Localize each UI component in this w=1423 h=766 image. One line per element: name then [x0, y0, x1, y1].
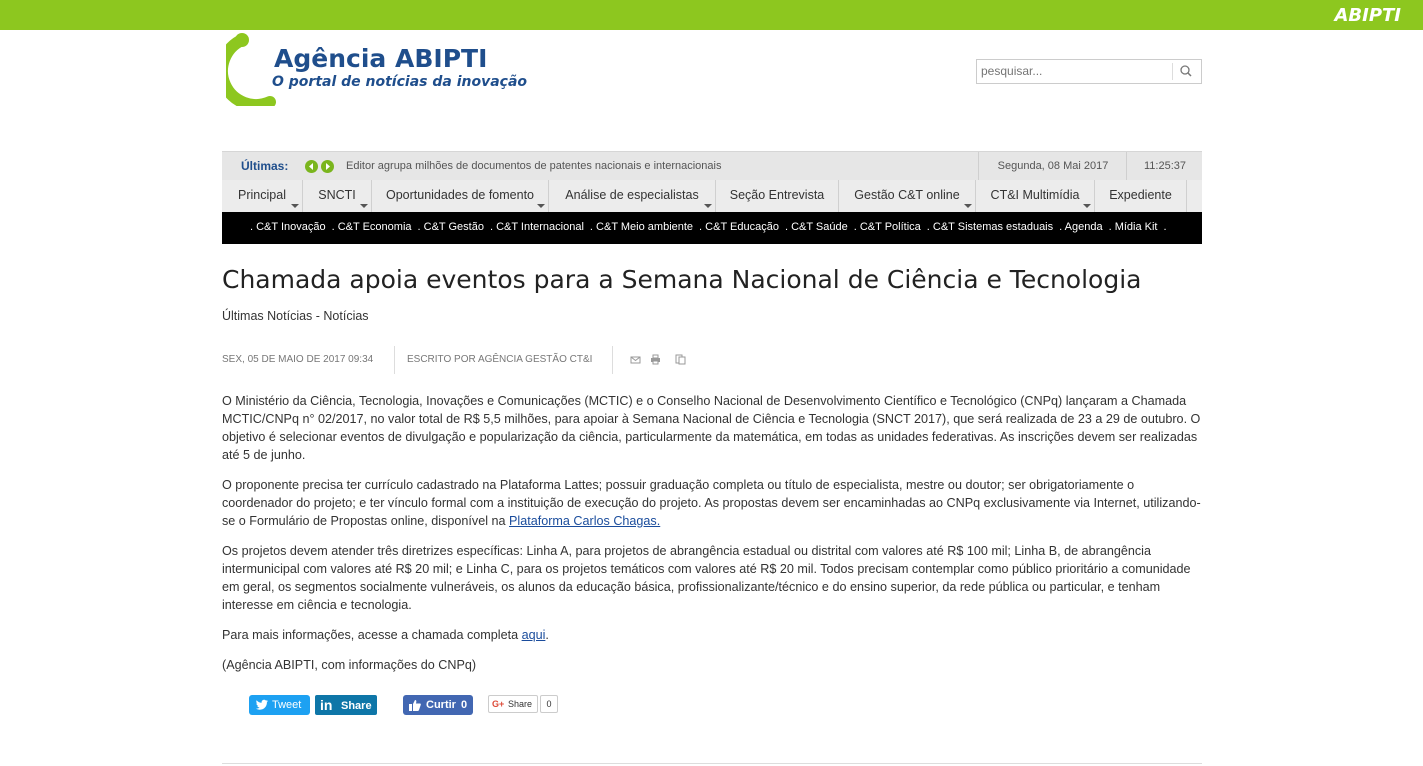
- facebook-like-label: Curtir: [426, 699, 456, 711]
- thumbs-up-icon: [409, 699, 421, 711]
- google-share-button[interactable]: [488, 695, 538, 713]
- plataforma-carlos-chagas-link[interactable]: Plataforma Carlos Chagas.: [509, 514, 661, 528]
- article-title: Chamada apoia eventos para a Semana Nacional de Ciência e Tecnologia: [222, 265, 1142, 294]
- sub-menu: [222, 212, 1202, 244]
- ticker-prev-button[interactable]: [305, 160, 318, 173]
- linkedin-share-label: Share: [341, 700, 372, 712]
- article-category: Últimas Notícias - Notícias: [222, 309, 369, 323]
- google-share-label: Share: [508, 699, 533, 709]
- email-icon[interactable]: [630, 354, 641, 365]
- menu-item-gestao[interactable]: Gestão C&T online: [839, 180, 976, 212]
- chevron-down-icon: [360, 204, 368, 208]
- menu-item-sncti[interactable]: SNCTI: [303, 180, 372, 212]
- main-menu: [222, 180, 1202, 212]
- sub-menu-links: [250, 221, 1173, 233]
- linkedin-icon: in: [320, 697, 333, 713]
- pdf-icon[interactable]: [675, 354, 686, 365]
- facebook-like-count: 0: [461, 699, 468, 711]
- meta-divider: [394, 346, 395, 374]
- search-icon: [1177, 62, 1197, 81]
- site-logo[interactable]: [226, 30, 526, 106]
- chevron-down-icon: [964, 204, 972, 208]
- arrow-right-icon: [321, 160, 334, 173]
- submenu-item-internacional[interactable]: . C&T Internacional: [489, 221, 584, 233]
- chevron-down-icon: [291, 204, 299, 208]
- article-source: (Agência ABIPTI, com informações do CNPq): [222, 658, 477, 672]
- menu-item-oportunidades[interactable]: Oportunidades de fomento: [372, 180, 549, 212]
- print-icon[interactable]: [650, 354, 661, 365]
- ticker-headline[interactable]: Editor agrupa milhões de documentos de patentes nacionais e internacionais: [346, 160, 722, 172]
- submenu-item-sistemas-estaduais[interactable]: . C&T Sistemas estaduais: [926, 221, 1054, 233]
- news-ticker: [222, 151, 1202, 181]
- menu-item-entrevista[interactable]: Seção Entrevista: [716, 180, 839, 212]
- arrow-left-icon: [305, 160, 318, 173]
- submenu-item-saude[interactable]: . C&T Saúde: [784, 221, 848, 233]
- submenu-item-midia-kit[interactable]: . Mídia Kit: [1108, 221, 1158, 233]
- logo-tagline: O portal de notícias da inovação: [272, 74, 528, 90]
- submenu-item-inovacao[interactable]: . C&T Inovação: [250, 221, 326, 233]
- twitter-icon: [256, 699, 269, 711]
- ticker-next-button[interactable]: [321, 160, 334, 173]
- submenu-item-politica[interactable]: . C&T Política: [853, 221, 921, 233]
- menu-item-multimidia[interactable]: CT&I Multimídia: [976, 180, 1095, 212]
- search-input[interactable]: [978, 61, 1174, 80]
- submenu-item-educacao[interactable]: . C&T Educação: [699, 221, 779, 233]
- bottom-divider: [222, 763, 1202, 764]
- google-plus-icon: G+: [492, 699, 505, 709]
- submenu-item-meio-ambiente[interactable]: . C&T Meio ambiente: [589, 221, 694, 233]
- logo-title: Agência ABIPTI: [274, 44, 488, 73]
- chevron-down-icon: [1083, 204, 1091, 208]
- article-paragraph: Para mais informações, acesse a chamada completa aqui.: [222, 628, 549, 642]
- search-box: [976, 59, 1202, 84]
- abipti-brand[interactable]: ABIPTI: [1334, 5, 1401, 26]
- current-time: 11:25:37: [1126, 152, 1203, 181]
- menu-item-expediente[interactable]: Expediente: [1095, 180, 1187, 212]
- submenu-item-agenda[interactable]: . Agenda: [1059, 221, 1103, 233]
- tweet-button[interactable]: [249, 695, 310, 715]
- facebook-like-button[interactable]: [403, 695, 473, 715]
- article-author: ESCRITO POR AGÊNCIA GESTÃO CT&I: [407, 354, 593, 365]
- ticker-label: Últimas:: [241, 159, 289, 173]
- top-bar: [0, 0, 1423, 30]
- article-paragraph: O Ministério da Ciência, Tecnologia, Inovações e Comunicações (MCTIC) e o Conselho Nacional de Desenvolvimento Científico e Tecnológico (CNPq) lançaram a Chamada MCTIC/CNPq n° 02/2017, no valor total de R$ 5,5 milhões, para apoiar à Semana Nacional de Ciência e Tecnologia (SNCT 2017), que será realizada de 23 a 29 de outubro. O objetivo é selecionar eventos de divulgação e popularização da ciência, particularmente da matemática, em todas as unidades federativas. As inscrições devem ser realizadas até 5 de junho.: [222, 394, 1201, 462]
- linkedin-share-button[interactable]: [315, 695, 377, 715]
- submenu-item-economia[interactable]: . C&T Economia: [331, 221, 412, 233]
- chamada-link[interactable]: aqui: [521, 628, 546, 642]
- article-date: SEX, 05 DE MAIO DE 2017 09:34: [222, 354, 374, 365]
- article-paragraph: Os projetos devem atender três diretrizes específicas: Linha A, para projetos de abrangência estadual ou distrital com valores até R$ 100 mil; Linha B, de abrangência intermunicipal com valores até R$ 20 mil; e Linha C, para os projetos temáticos com valores até R$ 20 mil. Todos precisam contemplar como público prioritário a comunidade em geral, os segmentos socialmente vulneráveis, os alunos da educação básica, profissionalizante/técnico e do ensino superior, da rede pública ou particular, e tenham interesse em ciência e tecnologia.: [222, 544, 1191, 612]
- article-paragraph: O proponente precisa ter currículo cadastrado na Plataforma Lattes; possuir graduação completa ou título de especialista, mestre ou doutor; ser obrigatoriamente o coordenador do projeto; e ter vínculo formal com a instituição de execução do projeto. As propostas devem ser encaminhadas ao CNPq exclusivamente via Internet, utilizando-se o Formulário de Propostas online, disponível na Plataforma Carlos Chagas.: [222, 478, 1201, 528]
- google-share-count: 0: [540, 695, 558, 713]
- search-button[interactable]: [1177, 62, 1197, 81]
- chevron-down-icon: [704, 204, 712, 208]
- menu-item-analise[interactable]: Análise de especialistas: [549, 180, 716, 212]
- submenu-separator: .: [1163, 221, 1167, 233]
- current-date: Segunda, 08 Mai 2017: [978, 152, 1127, 181]
- search-divider: [1172, 63, 1173, 80]
- meta-divider: [612, 346, 613, 374]
- chevron-down-icon: [537, 204, 545, 208]
- menu-item-principal[interactable]: Principal: [222, 180, 303, 212]
- tweet-label: Tweet: [272, 699, 302, 711]
- submenu-item-gestao[interactable]: . C&T Gestão: [417, 221, 484, 233]
